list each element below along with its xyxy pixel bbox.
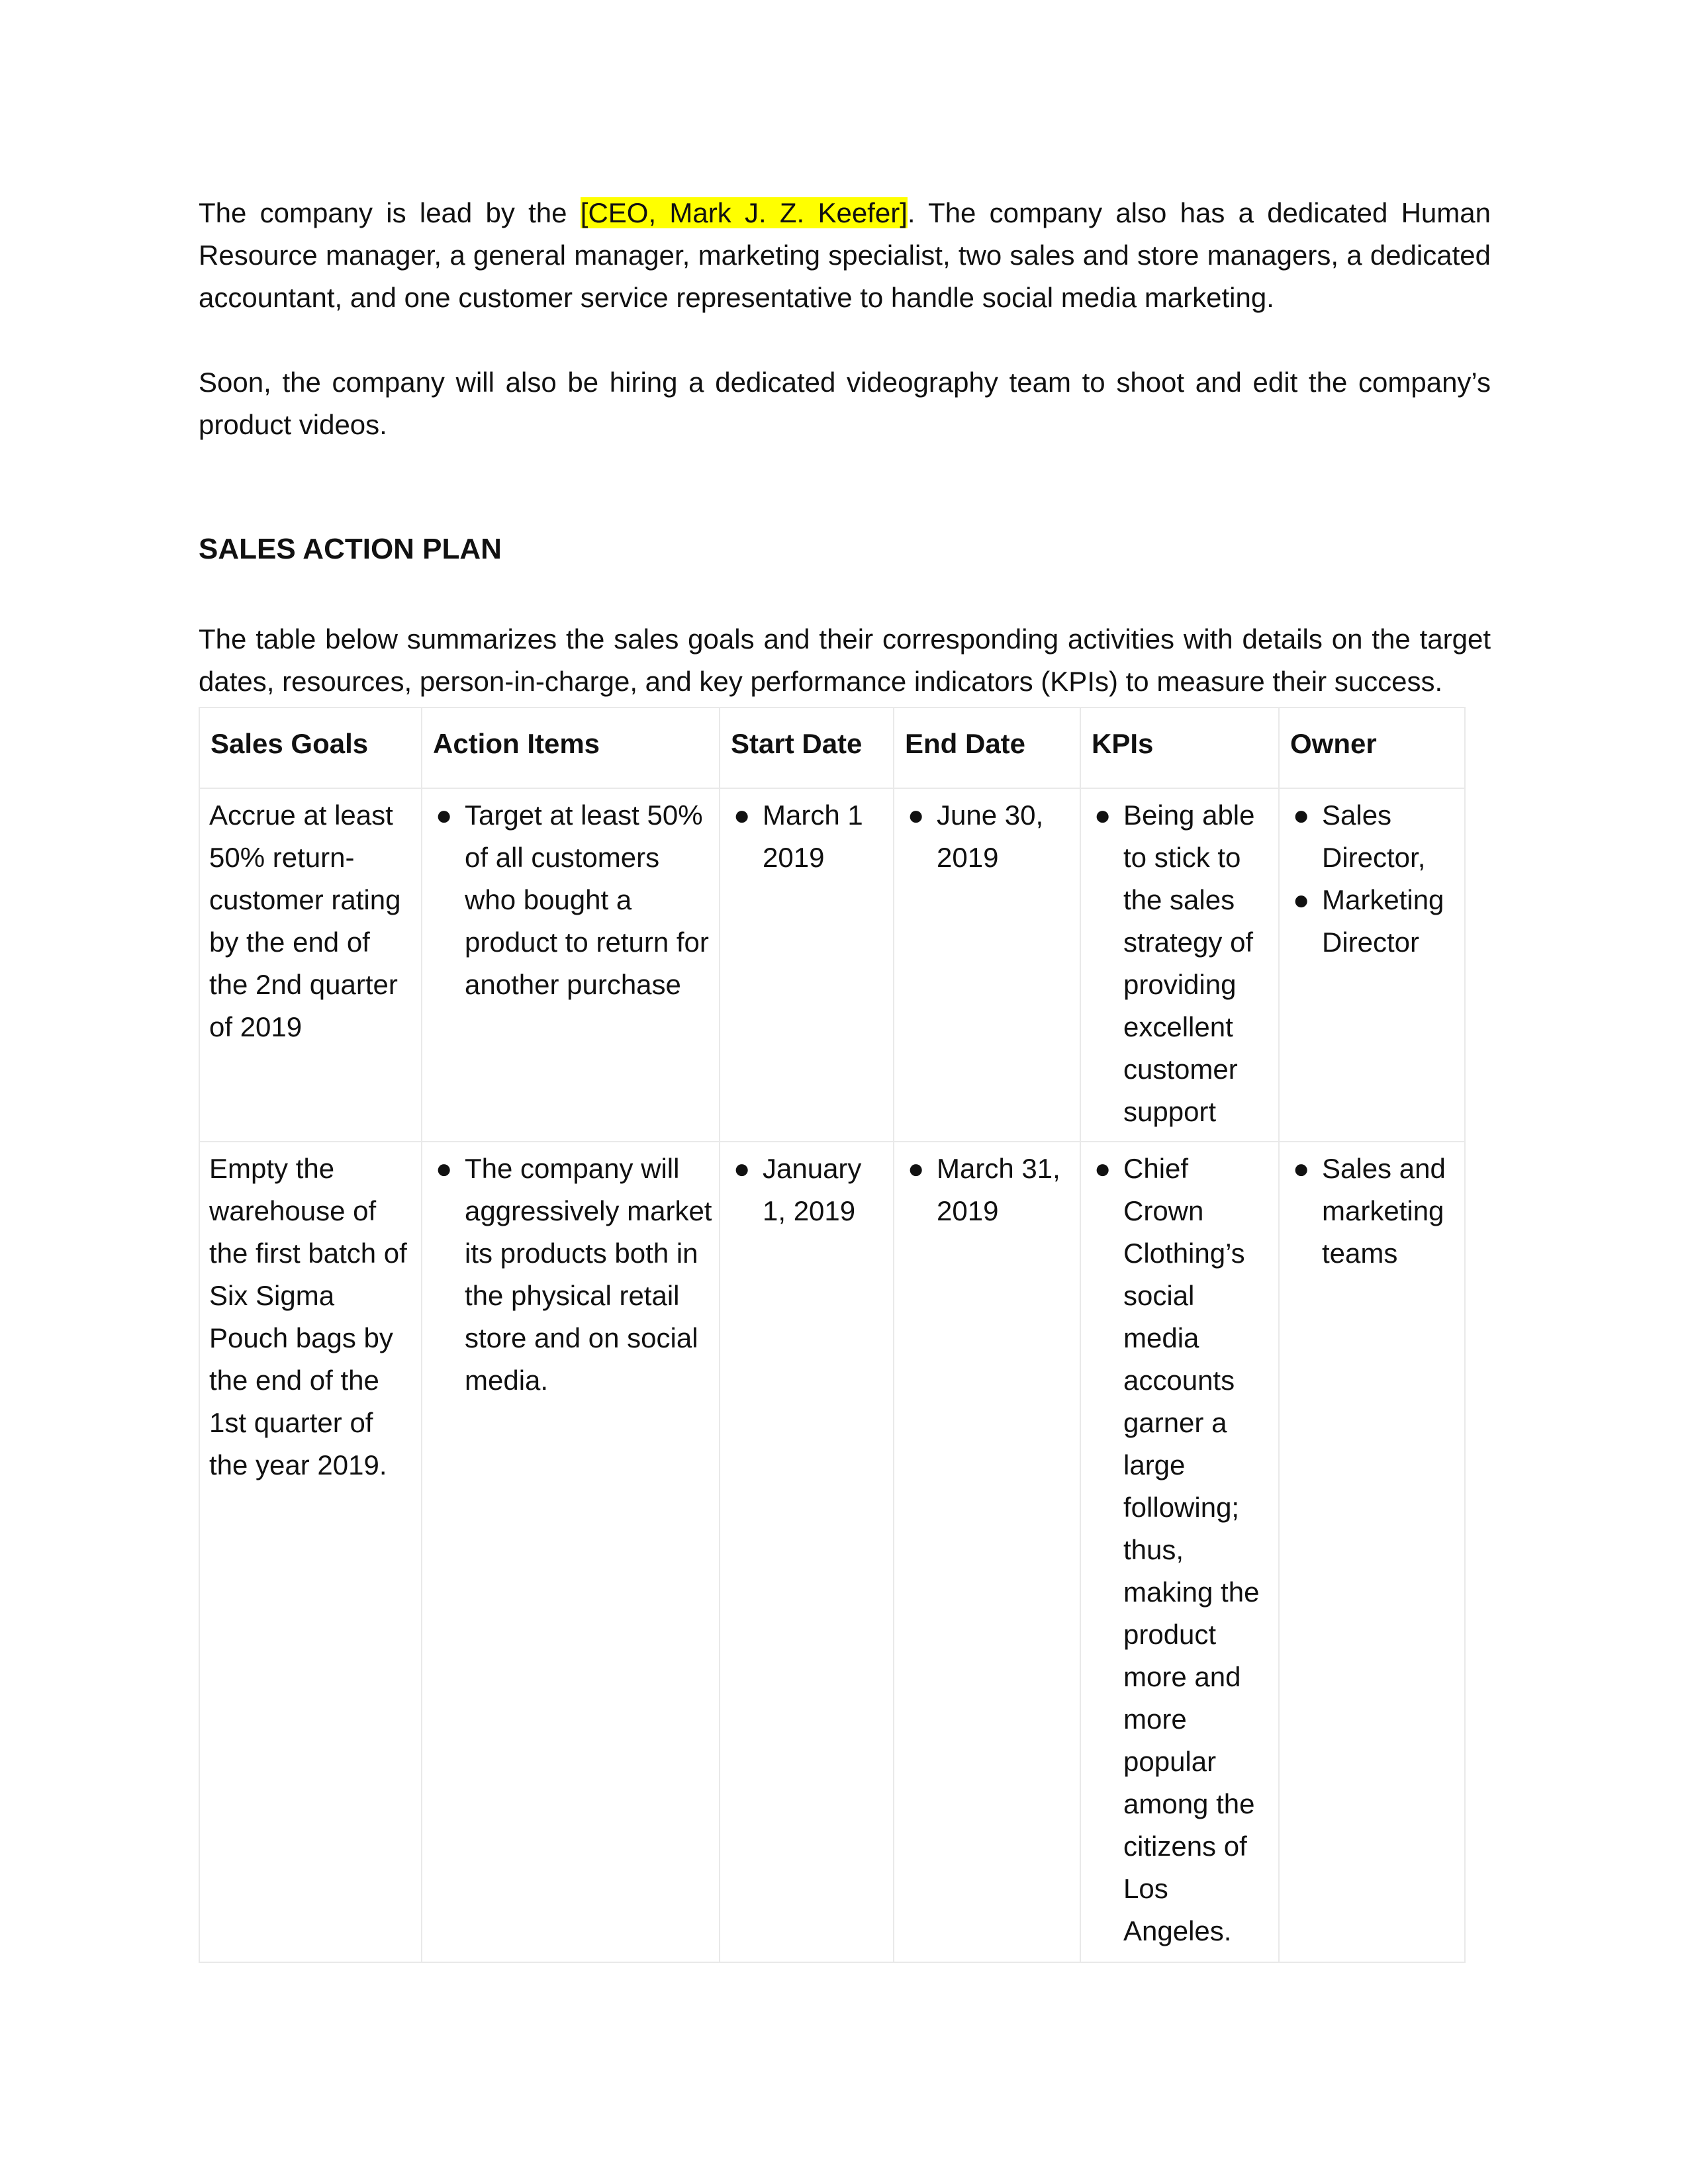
cell-owner: [1279, 1142, 1465, 1962]
list-item: [428, 1148, 714, 1402]
bullet-icon: ●: [436, 1153, 453, 1184]
cell-sales-goal: [199, 788, 422, 1142]
list-item-text: June 30, 2019: [937, 799, 1044, 873]
end-date-list: [900, 1148, 1074, 1232]
bullet-icon: ●: [1094, 1153, 1111, 1184]
list-item-text: Target at least 50% of all customers who bought a product to return for another purchase: [465, 799, 709, 1000]
list-item-text: January 1, 2019: [763, 1153, 862, 1226]
action-items-list: [428, 1148, 714, 1402]
bullet-icon: ●: [733, 1153, 751, 1184]
end-date-list: [900, 794, 1074, 879]
list-item: [1086, 794, 1273, 1133]
header-end-date: End Date: [894, 707, 1080, 788]
bullet-icon: ●: [1293, 799, 1310, 831]
bullet-icon: ●: [908, 799, 925, 831]
cell-start-date: [720, 1142, 894, 1962]
list-item: [1285, 1148, 1459, 1275]
start-date-list: [726, 794, 888, 879]
bullet-icon: ●: [1293, 1153, 1310, 1184]
highlighted-ceo-name: [CEO, Mark J. Z. Keefer]: [580, 197, 908, 228]
list-item-text: Sales and marketing teams: [1322, 1153, 1446, 1269]
list-item: [726, 1148, 888, 1232]
cell-owner: [1279, 788, 1465, 1142]
action-items-list: [428, 794, 714, 1006]
list-item-text: March 1 2019: [763, 799, 863, 873]
kpis-list: [1086, 794, 1273, 1133]
paragraph-text: The company is lead by the: [199, 197, 581, 228]
paragraph-text: . The company also has a dedicated Human Resource manager, a general manager, marketing specialist, two sales and store managers, a dedicated accountant, and one customer service representative to handle social media marketing.: [199, 197, 1491, 313]
owner-list: [1285, 794, 1459, 964]
start-date-list: [726, 1148, 888, 1232]
table-row: [199, 1142, 1465, 1962]
document-page: [199, 192, 1491, 1963]
table-intro-paragraph: The table below summarizes the sales goals and their corresponding activities with details on the target dates, resources, person-in-charge, and key performance indicators (KPIs) to measure their success.: [199, 623, 1491, 697]
cell-action-items: [422, 1142, 720, 1962]
list-item: [900, 794, 1074, 879]
table-header-row: [199, 707, 1465, 788]
list-item: [1285, 879, 1459, 964]
cell-kpis: [1080, 1142, 1279, 1962]
company-leadership-paragraph: [199, 192, 1491, 319]
section-heading: SALES ACTION PLAN: [199, 533, 502, 565]
list-item-text: Sales Director,: [1322, 799, 1426, 873]
cell-kpis: [1080, 788, 1279, 1142]
cell-action-items: [422, 788, 720, 1142]
list-item-text: March 31, 2019: [937, 1153, 1060, 1226]
list-item-text: Being able to stick to the sales strategy of providing excellent customer support: [1123, 799, 1255, 1127]
cell-end-date: [894, 1142, 1080, 1962]
bullet-icon: ●: [1094, 799, 1111, 831]
sales-action-plan-table: [199, 707, 1466, 1963]
list-item-text: Marketing Director: [1322, 884, 1444, 958]
bullet-icon: ●: [436, 799, 453, 831]
cell-start-date: [720, 788, 894, 1142]
sales-goal-text: Accrue at least 50% return-customer rating by the end of the 2nd quarter of 2019: [209, 799, 401, 1042]
videography-paragraph: Soon, the company will also be hiring a dedicated videography team to shoot and edit the company’s product videos.: [199, 367, 1491, 440]
kpis-list: [1086, 1148, 1273, 1952]
list-item-text: The company will aggressively market its products both in the physical retail store and on social media.: [465, 1153, 712, 1396]
bullet-icon: ●: [733, 799, 751, 831]
owner-list: [1285, 1148, 1459, 1275]
bullet-icon: ●: [1293, 884, 1310, 915]
list-item-text: Chief Crown Clothing’s social media accounts garner a large following; thus, making the product more and more popular among the citizens of Los Angeles.: [1123, 1153, 1260, 1946]
table-row: [199, 788, 1465, 1142]
list-item: [1285, 794, 1459, 879]
list-item: [900, 1148, 1074, 1232]
bullet-icon: ●: [908, 1153, 925, 1184]
cell-sales-goal: [199, 1142, 422, 1962]
cell-end-date: [894, 788, 1080, 1142]
list-item: [428, 794, 714, 1006]
header-kpis: KPIs: [1080, 707, 1279, 788]
list-item: [1086, 1148, 1273, 1952]
header-owner: Owner: [1279, 707, 1465, 788]
header-action-items: Action Items: [422, 707, 720, 788]
list-item: [726, 794, 888, 879]
sales-goal-text: Empty the warehouse of the first batch of Six Sigma Pouch bags by the end of the 1st quarter of the year 2019.: [209, 1153, 407, 1480]
header-sales-goals: Sales Goals: [199, 707, 422, 788]
header-start-date: Start Date: [720, 707, 894, 788]
